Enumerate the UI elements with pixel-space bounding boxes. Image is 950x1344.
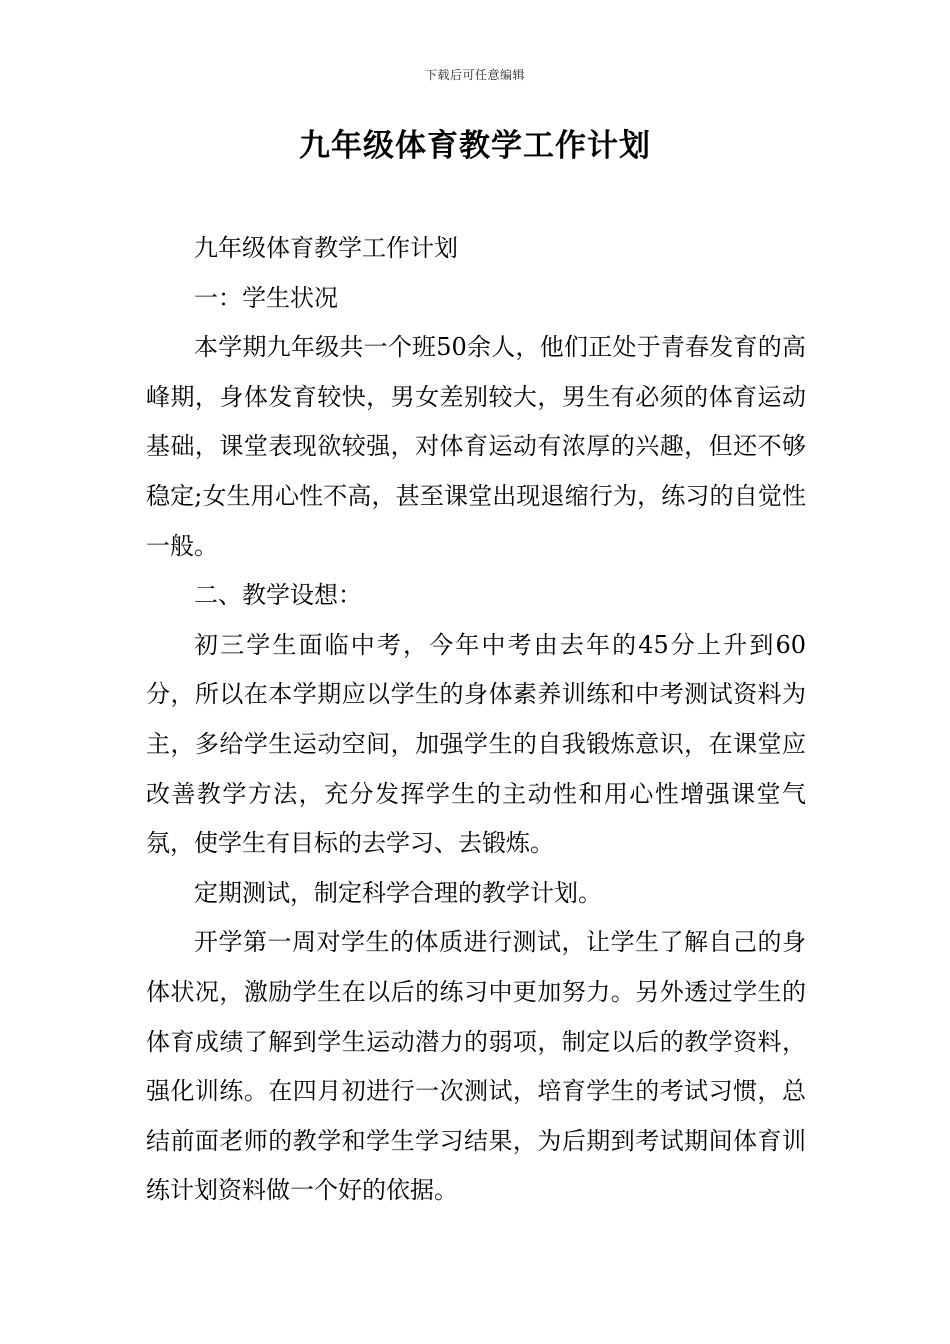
paragraph-teaching-plan: 初三学生面临中考，今年中考由去年的45分上升到60分，所以在本学期应以学生的身体素养训练和中考测试资料为主，多给学生运动空间，加强学生的自我锻炼意识，在课堂应改善教学方法，充分发挥学生的主动性和用心性增强课堂气氛，使学生有目标的去学习、去锻炼。 [146, 630, 806, 858]
document-body [146, 224, 806, 1216]
header-note: 下载后可任意编辑 [424, 68, 525, 82]
section-heading-student-status: 一：学生状况 [194, 283, 338, 312]
body-heading: 九年级体育教学工作计划 [194, 234, 458, 262]
subheading-periodic-testing: 定期测试，制定科学合理的教学计划。 [194, 878, 602, 907]
paragraph-periodic-testing: 开学第一周对学生的体质进行测试，让学生了解自己的身体状况，激励学生在以后的练习中更加努力。另外透过学生的体育成绩了解到学生运动潜力的弱项，制定以后的教学资料，强化训练。在四月初进行一次测试，培育学生的考试习惯，总结前面老师的教学和学生学习结果，为后期到考试期间体育训练计划资料做一个好的依据。 [146, 928, 806, 1205]
section-heading-teaching-plan: 二、教学设想： [194, 581, 362, 610]
document-title: 九年级体育教学工作计划 [299, 128, 651, 164]
paragraph-student-status: 本学期九年级共一个班50余人，他们正处于青春发育的高峰期，身体发育较快，男女差别较大，男生有必须的体育运动基础，课堂表现欲较强，对体育运动有浓厚的兴趣，但还不够稳定;女生用心性不高，甚至课堂出现退缩行为，练习的自觉性一般。 [146, 333, 806, 560]
